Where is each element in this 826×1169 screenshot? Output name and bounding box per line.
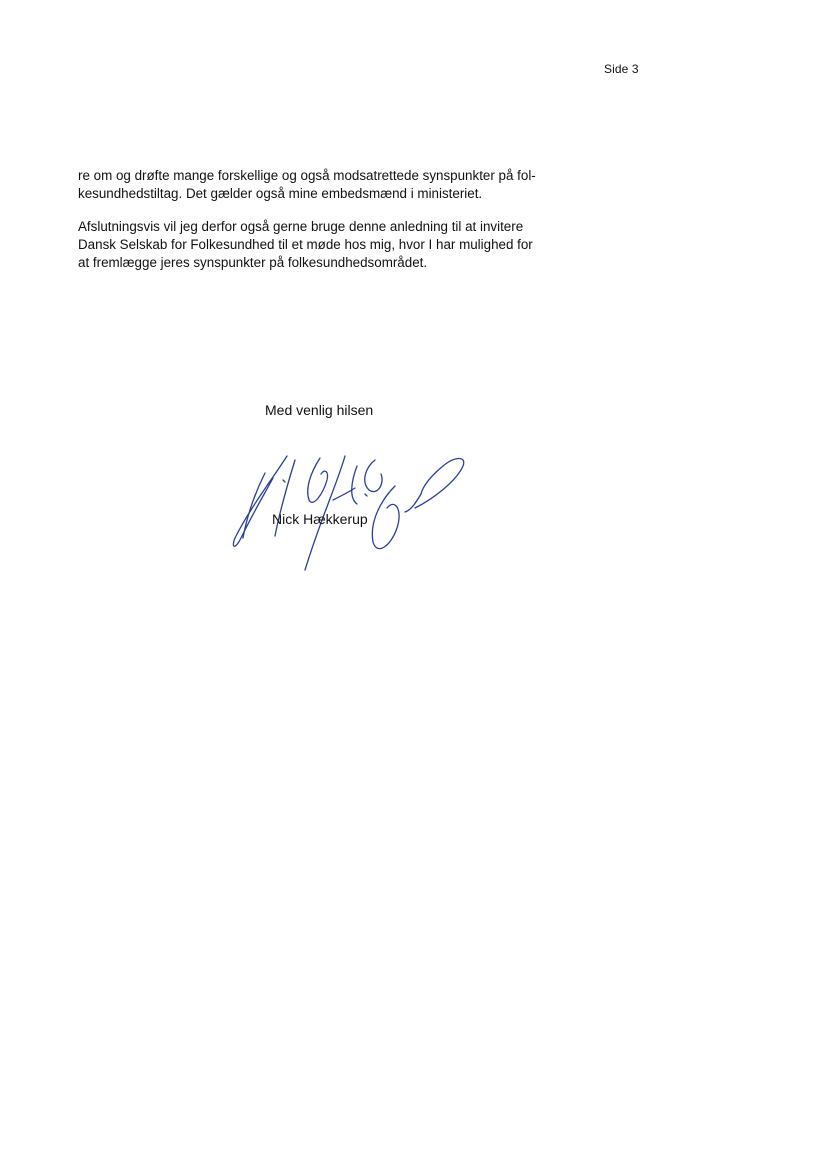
text-line: Dansk Selskab for Folkesundhed til et møde hos mig, hvor I har mulighed for [78,237,533,252]
text-line: at fremlægge jeres synspunkter på folkesundhedsområdet. [78,255,428,270]
text-line: kesundhedstiltag. Det gælder også mine embedsmænd i ministeriet. [78,186,483,201]
text-line: re om og drøfte mange forskellige og også modsatrettede synspunkter på fol- [78,168,536,183]
paragraph-1 [78,167,578,203]
letter-body [78,167,578,287]
signer-name: Nick Hækkerup [272,511,368,527]
paragraph-2 [78,218,578,272]
closing-salutation: Med venlig hilsen [265,402,374,418]
page-number: Side 3 [604,62,639,76]
handwritten-signature [225,438,475,578]
text-line: Afslutningsvis vil jeg derfor også gerne bruge denne anledning til at invitere [78,219,524,234]
